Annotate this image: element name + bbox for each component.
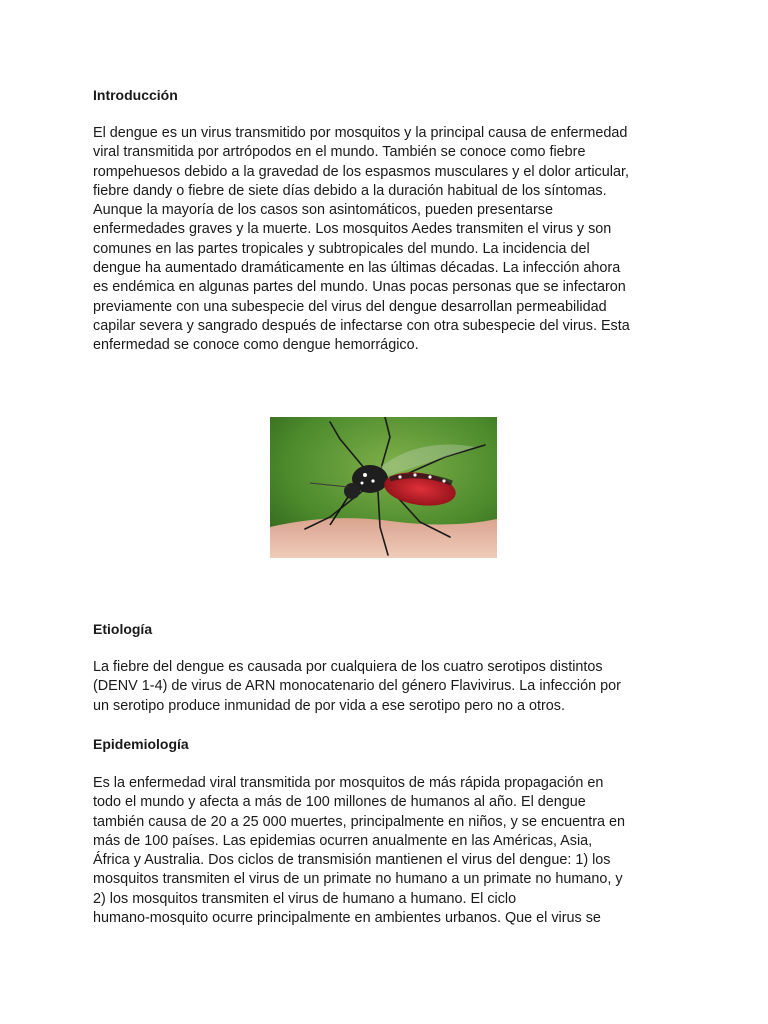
paragraph-introduccion [93,124,693,356]
text-line: fiebre dandy o fiebre de siete días debido a la duración habitual de los síntomas. [93,182,607,199]
text-line: El dengue es un virus transmitido por mosquitos y la principal causa de enfermedad [93,125,628,141]
text-line: 2) los mosquitos transmiten el virus de humano a humano. El ciclo [93,890,517,907]
text-line: La fiebre del dengue es causada por cualquiera de los cuatro serotipos distintos [93,659,603,675]
mosquito-illustration [270,417,497,558]
text-line: comunes en las partes tropicales y subtropicales del mundo. La incidencia del [93,240,590,257]
section-heading-epidemiologia: Epidemiología [93,736,189,752]
text-line: rompehuesos debido a la gravedad de los espasmos musculares y el dolor articular, [93,163,629,180]
text-line: dengue ha aumentado dramáticamente en las últimas décadas. La infección ahora [93,260,621,277]
text-line: Es la enfermedad viral transmitida por mosquitos de más rápida propagación en [93,775,604,791]
text-line: también causa de 20 a 25 000 muertes, principalmente en niños, y se encuentra en [93,813,625,830]
text-line: es endémica en algunas partes del mundo. Unas pocas personas que se infectaron [93,279,626,296]
section-heading-introduccion: Introducción [93,87,178,103]
text-line: mosquitos transmiten el virus de un primate no humano a un primate no humano, y [93,871,623,888]
mosquito-photo [270,417,497,558]
text-line: más de 100 países. Las epidemias ocurren anualmente en las Américas, Asia, [93,832,593,849]
text-line: enfermedades graves y la muerte. Los mosquitos Aedes transmiten el virus y son [93,221,612,238]
text-line: enfermedad se conoce como dengue hemorrágico. [93,337,419,354]
paragraph-etiologia [93,658,693,716]
text-line: previamente con una subespecie del virus del dengue desarrollan permeabilidad [93,298,607,315]
text-line: Aunque la mayoría de los casos son asintomáticos, pueden presentarse [93,202,553,219]
section-heading-etiologia: Etiología [93,621,153,637]
text-line: África y Australia. Dos ciclos de transmisión mantienen el virus del dengue: 1) los [93,852,611,869]
text-line: capilar severa y sangrado después de infectarse con otra subespecie del virus. Esta [93,317,630,334]
text-line: un serotipo produce inmunidad de por vida a ese serotipo pero no a otros. [93,697,565,714]
text-line: todo el mundo y afecta a más de 100 millones de humanos al año. El dengue [93,794,586,811]
text-line: (DENV 1-4) de virus de ARN monocatenario del género Flavivirus. La infección por [93,678,621,695]
text-line: humano-mosquito ocurre principalmente en ambientes urbanos. Que el virus se [93,910,601,927]
paragraph-epidemiologia [93,774,693,928]
text-line: viral transmitida por artrópodos en el mundo. También se conoce como fiebre [93,144,586,161]
